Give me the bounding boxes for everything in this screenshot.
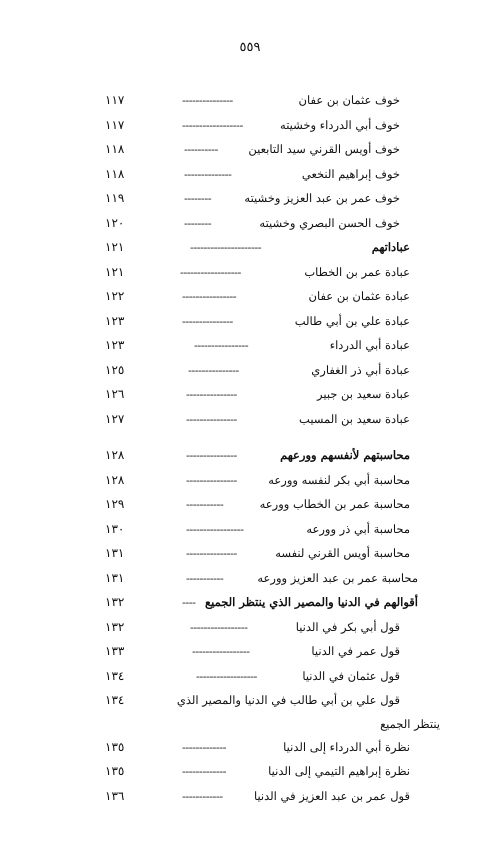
- toc-entry-page: ١٢٢: [105, 289, 125, 303]
- toc-entry: [105, 211, 410, 236]
- toc-leader: -----------------: [186, 521, 244, 536]
- toc-leader: ---------------: [186, 411, 237, 426]
- page-number: ٥٥٩: [239, 40, 261, 55]
- toc-leader: ------------------: [196, 668, 257, 683]
- toc-entry-title: خوف الحسن البصري وخشيته: [259, 215, 400, 230]
- toc-entry-page: ١٣٢: [105, 619, 125, 634]
- toc-entry-title: قول علي بن أبي طالب في الدنيا والمصير الذي: [176, 693, 400, 707]
- toc-leader: --------------: [184, 166, 232, 181]
- toc-section-heading: [105, 590, 418, 615]
- toc-entry: [105, 186, 410, 211]
- toc-entry-page: ١١٧: [105, 117, 125, 132]
- toc-entry-page: ١٢٣: [105, 313, 125, 328]
- toc-entry: [105, 113, 410, 138]
- toc-entry: [105, 566, 418, 591]
- toc-entry: [105, 284, 410, 309]
- toc-leader: -----------------: [190, 619, 248, 634]
- toc-leader: ---------------: [182, 313, 233, 328]
- toc-entry-page: ١٣٥: [105, 739, 125, 754]
- toc-entry-title: محاسبة أبي ذر وورعه: [306, 521, 410, 536]
- toc-entry-page: ١٣٦: [105, 788, 125, 803]
- toc-entry-page: ١٢٧: [105, 411, 125, 426]
- toc-entry-title: قول عثمان في الدنيا: [302, 668, 400, 683]
- toc-leader: -------------: [182, 764, 227, 778]
- toc-entry-title: عبادة أبي الدرداء: [329, 338, 410, 352]
- toc-entry: [105, 407, 410, 432]
- toc-entry-title: محاسبتهم لأنفسهم وورعهم: [280, 448, 410, 462]
- toc-entry: [105, 688, 410, 713]
- toc-entry: [105, 260, 410, 285]
- toc-entry-title: عبادة عثمان بن عفان: [308, 289, 410, 303]
- toc-entry-title: نظرة إبراهيم التيمي إلى الدنيا: [268, 764, 410, 778]
- toc-leader: ---------------------: [190, 240, 262, 254]
- toc-leader: ----: [182, 595, 196, 609]
- toc-entry-page: ١٣١: [105, 546, 125, 560]
- toc-entry-title: عباداتهم: [371, 240, 410, 254]
- toc-entry-page: ١١٩: [105, 191, 125, 205]
- toc-entry-page: ١٣٢: [105, 595, 125, 609]
- toc-entry-page: ١٢١: [105, 264, 125, 279]
- toc-entry-title: أقوالهم في الدنيا والمصير الذي ينتظر الجميع: [204, 595, 418, 609]
- toc-entry-title: قول عمر بن عبد العزيز في الدنيا: [253, 788, 410, 803]
- toc-entry: [105, 541, 410, 566]
- toc-entry-title: محاسبة أبي بكر لنفسه وورعه: [268, 472, 410, 487]
- toc-entry-page: ١٢٠: [105, 215, 125, 230]
- toc-leader: ------------------: [180, 264, 241, 279]
- toc-entry-title: خوف أبي الدرداء وخشيته: [280, 117, 400, 132]
- toc-leader: -------------: [182, 739, 227, 754]
- toc-leader: --------: [184, 191, 212, 205]
- toc-entry-title: خوف عمر بن عبد العزيز وخشيته: [244, 191, 400, 205]
- toc-entry: [105, 639, 410, 664]
- toc-leader: ------------------: [182, 117, 243, 132]
- toc-entry-page: ١٢٦: [105, 387, 125, 401]
- toc-entry-title: عبادة عمر بن الخطاب: [304, 264, 410, 279]
- toc-section-heading: [105, 443, 410, 468]
- toc-entry-page: ١٣١: [105, 570, 125, 585]
- toc-leader: ------------: [182, 788, 223, 803]
- toc-section-heading: [105, 235, 410, 260]
- toc-entry-title: عبادة علي بن أبي طالب: [294, 313, 410, 328]
- toc-leader: ---------------: [186, 448, 237, 462]
- toc-leader: ----------------: [182, 289, 237, 303]
- toc-entry-page: ١٢٩: [105, 497, 125, 511]
- toc-entry: [105, 468, 410, 493]
- toc-entry-title: قول أبي بكر في الدنيا: [295, 619, 400, 634]
- toc-entry-page: ١٢٨: [105, 472, 125, 487]
- toc-entry: [105, 382, 410, 407]
- toc-entry-page: ١٢١: [105, 240, 125, 254]
- toc-entry: [105, 664, 410, 689]
- toc-entry-title: عبادة سعيد بن جبير: [317, 387, 410, 401]
- toc-entry-page: ١١٨: [105, 142, 125, 156]
- toc-entry-page: ١٣٠: [105, 521, 125, 536]
- toc-entry: [105, 137, 410, 162]
- toc-entry: [105, 162, 410, 187]
- toc-leader: ----------------: [194, 338, 249, 352]
- toc-leader: ----------: [184, 142, 218, 156]
- toc-entry-page: ١٣٥: [105, 764, 125, 778]
- toc-entry: [105, 309, 410, 334]
- toc-entry: [105, 735, 410, 760]
- toc-leader: ---------------: [182, 93, 233, 107]
- toc-entry-page: ١٢٣: [105, 338, 125, 352]
- toc-entry-title: عبادة أبي ذر الغفاري: [311, 362, 410, 377]
- toc-entry-page: ١١٨: [105, 166, 125, 181]
- toc-entry: [105, 784, 410, 809]
- toc-entry-continuation: ينتظر الجميع: [380, 716, 440, 731]
- toc-entry-title: خوف إبراهيم النخعي: [301, 166, 400, 181]
- toc-leader: ---------------: [186, 387, 237, 401]
- toc-leader: ---------------: [186, 472, 237, 487]
- toc-leader: ---------------: [186, 546, 237, 560]
- toc-entry-title: خوف أويس القرني سيد التابعين: [248, 142, 400, 156]
- toc-entry: [105, 615, 410, 640]
- toc-entry-page: ١٣٤: [105, 668, 125, 683]
- toc-leader: --------: [184, 215, 212, 230]
- toc-entry: [105, 759, 410, 784]
- toc-entry-title: قول عمر في الدنيا: [311, 644, 400, 658]
- table-of-contents: [105, 88, 440, 808]
- toc-entry: [105, 492, 410, 517]
- toc-entry-page: ١٢٥: [105, 362, 125, 377]
- toc-entry-title: محاسبة عمر بن عبد العزيز وورعه: [257, 570, 418, 585]
- toc-entry-page: ١٢٨: [105, 448, 125, 462]
- toc-entry: [105, 333, 410, 358]
- toc-entry-title: خوف عثمان بن عفان: [298, 93, 400, 107]
- toc-entry-title: نظرة أبي الدرداء إلى الدنيا: [283, 739, 410, 754]
- toc-leader: -----------------: [192, 644, 250, 658]
- toc-entry-title: محاسبة عمر بن الخطاب وورعه: [259, 497, 410, 511]
- toc-leader: ---------------: [188, 362, 239, 377]
- toc-leader: -----------: [186, 497, 224, 511]
- toc-entry-page: ١١٧: [105, 93, 125, 107]
- toc-entry-page: ١٣٣: [105, 644, 125, 658]
- toc-leader: -----------: [186, 570, 224, 585]
- toc-entry: [105, 358, 410, 383]
- toc-entry-title: محاسبة أويس القرني لنفسه: [275, 546, 410, 560]
- toc-entry: [105, 88, 410, 113]
- toc-entry-page: ١٣٤: [105, 693, 125, 707]
- toc-entry-title: عبادة سعيد بن المسيب: [299, 411, 410, 426]
- toc-entry: [105, 517, 410, 542]
